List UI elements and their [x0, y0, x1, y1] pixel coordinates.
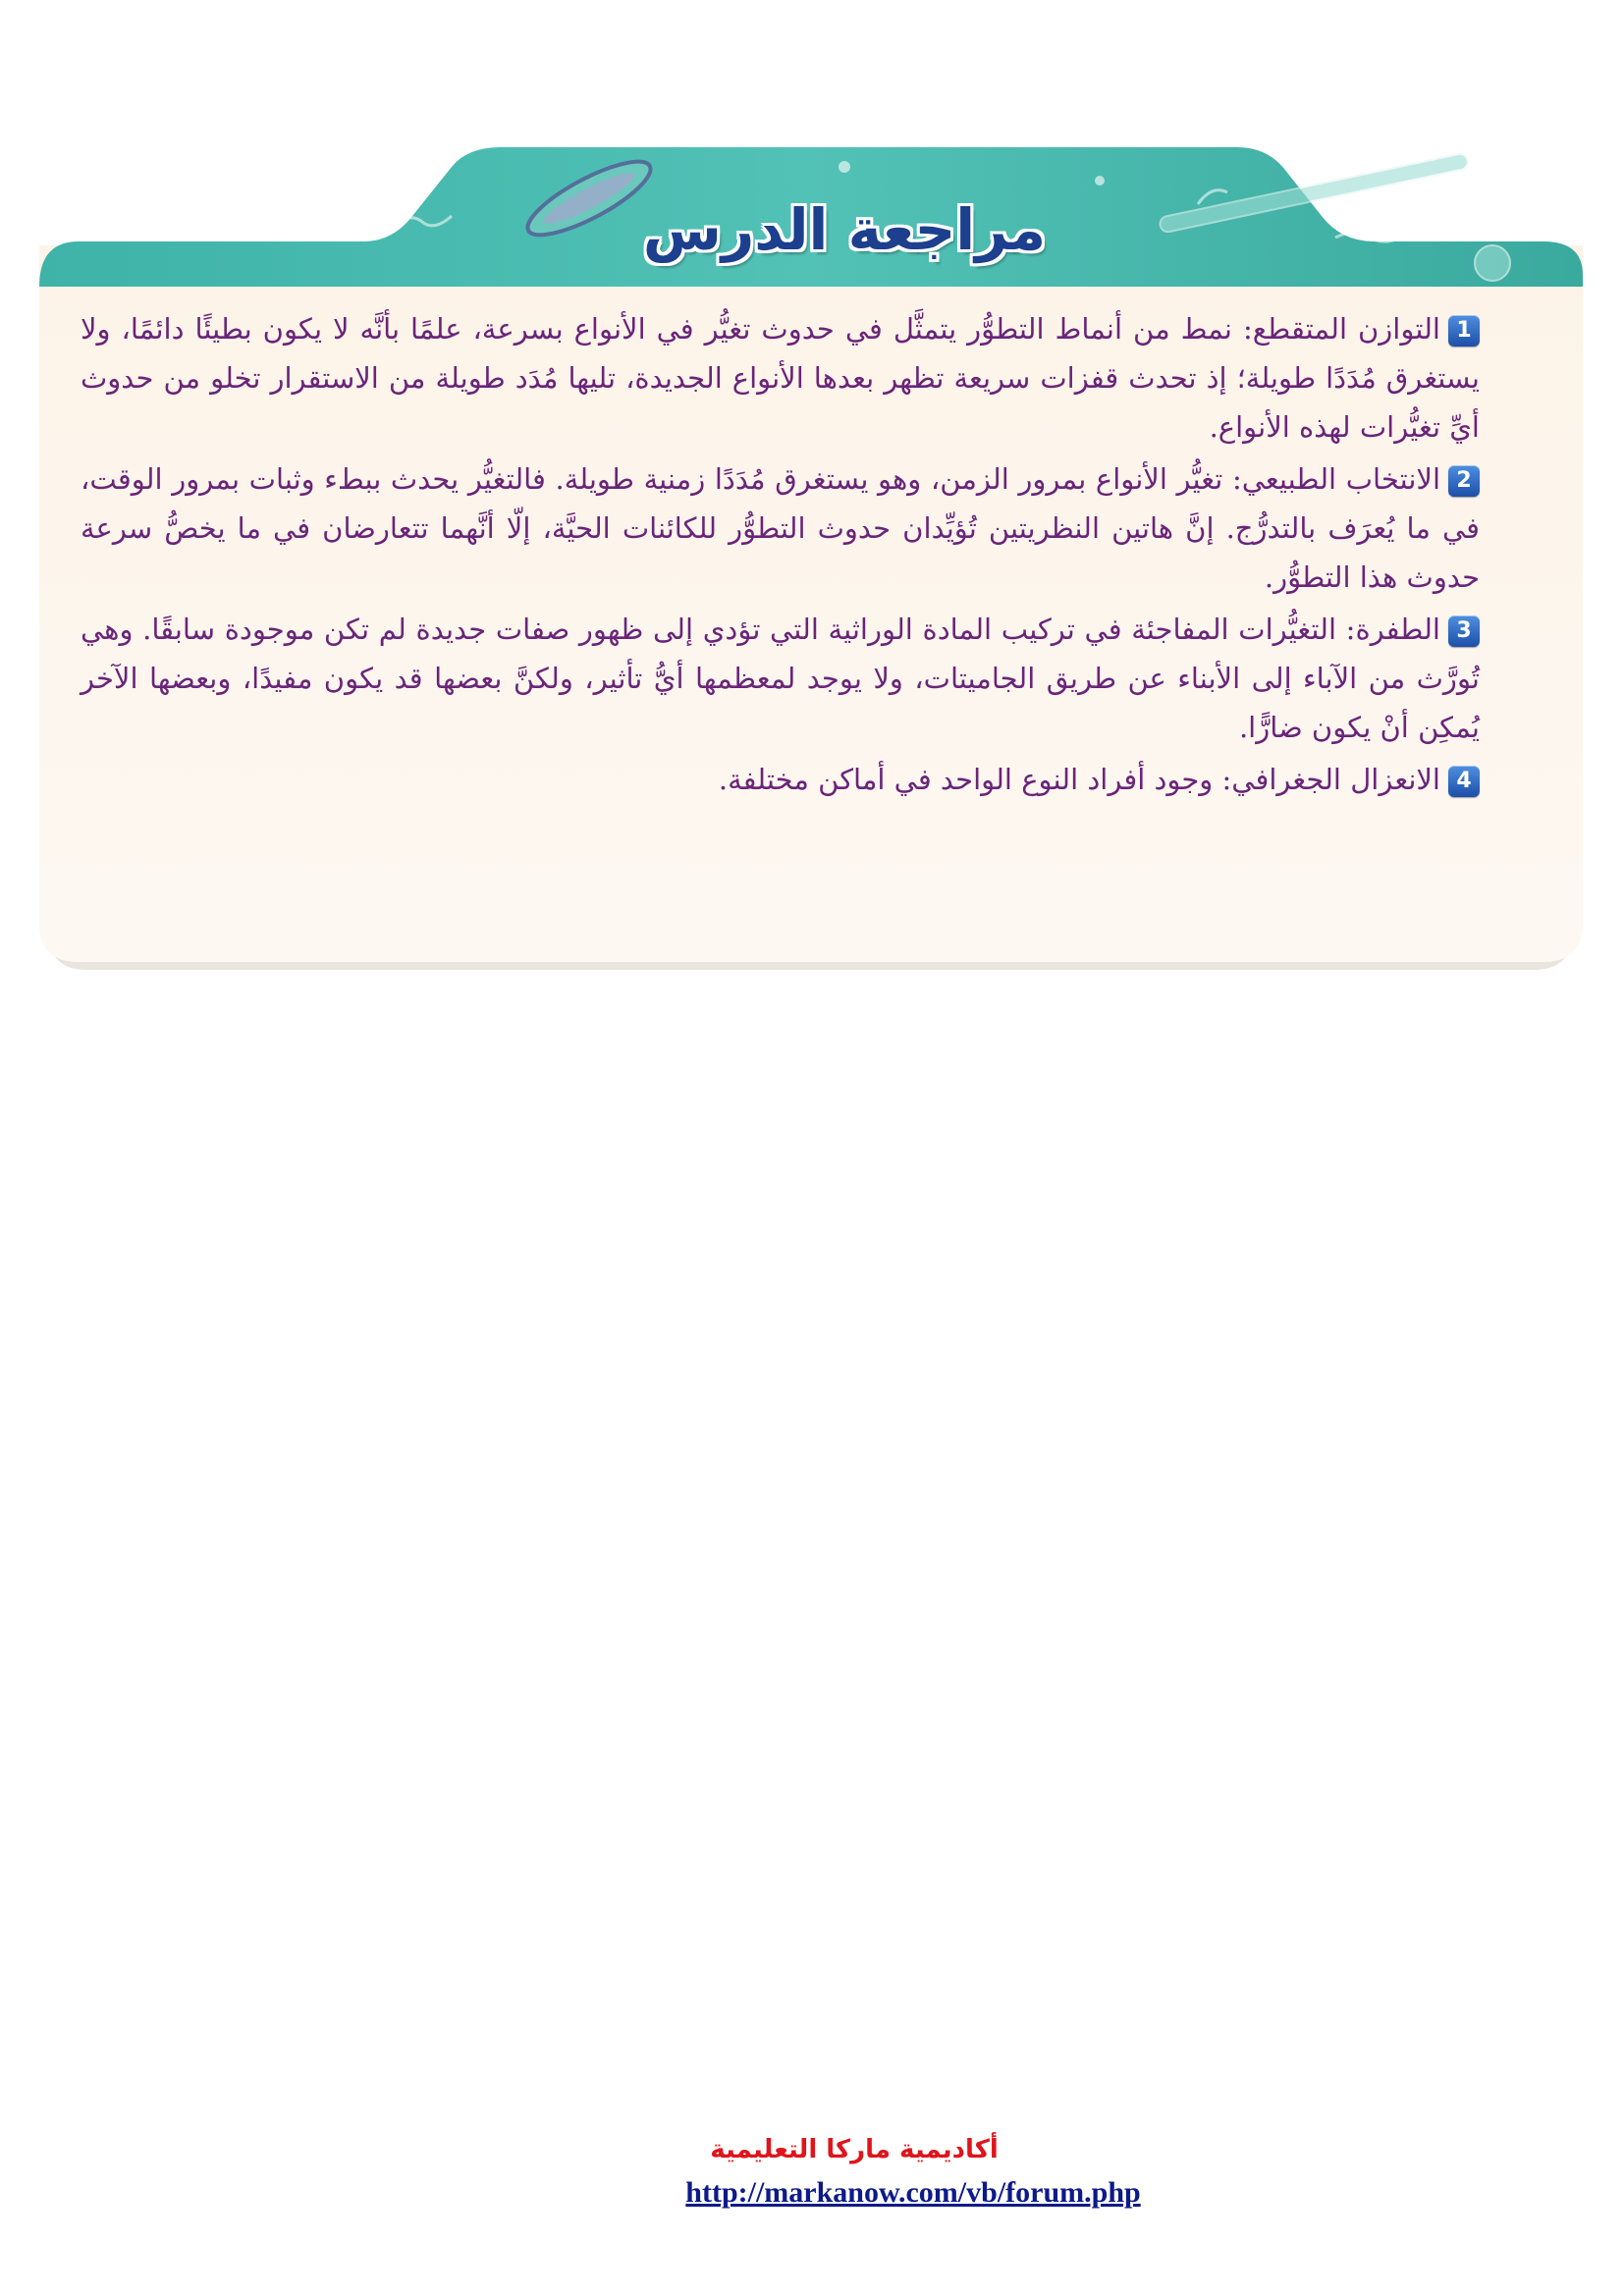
academy-name: أكاديمية ماركا التعليمية [710, 2135, 999, 2164]
review-items-list [81, 304, 1480, 807]
review-item-1 [81, 304, 1480, 452]
item-number-badge: 4 [1448, 766, 1480, 797]
item-number-badge: 2 [1448, 465, 1480, 497]
item-text: التوازن المتقطع: نمط من أنماط التطوُّر يتمثَّل في حدوث تغيُّر في الأنواع بسرعة، علمًا بأنَّه لا يكون بطيئًا دائمًا، ولا يستغرق مُدَدًا طويلة؛ إذ تحدث قفزات سريعة تظهر بعدها الأنواع الجديدة، تليها مُدَد طويلة من الاستقرار تخلو من حدوث أيِّ تغيُّرات لهذه الأنواع. [81, 312, 1480, 444]
item-text: الانعزال الجغرافي: وجود أفراد النوع الواحد في أماكن مختلفة. [718, 763, 1440, 796]
forum-link[interactable]: http://markanow.com/vb/forum.php [685, 2176, 1141, 2209]
review-item-4 [81, 755, 1480, 804]
item-text: الانتخاب الطبيعي: تغيُّر الأنواع بمرور الزمن، وهو يستغرق مُدَدًا زمنية طويلة. فالتغيُّر يحدث ببطء وثبات بمرور الوقت، في ما يُعرَف بالتدرُّج. إنَّ هاتين النظريتين تُؤيِّدان حدوث التطوُّر للكائنات الحيَّة، إلّا أنَّهما تتعارضان في ما يخصُّ سرعة حدوث هذا التطوُّر. [81, 462, 1480, 594]
page-footer [550, 2130, 1159, 2211]
review-title: مراجعة الدرس [642, 196, 1047, 263]
item-number-badge: 3 [1448, 615, 1480, 647]
review-item-3 [81, 605, 1480, 752]
item-number-badge: 1 [1448, 315, 1480, 347]
lesson-review-card [39, 147, 1583, 972]
review-item-2 [81, 454, 1480, 602]
item-text: الطفرة: التغيُّرات المفاجئة في تركيب المادة الوراثية التي تؤدي إلى ظهور صفات جديدة لم تكن موجودة سابقًا. وهي تُورَّث من الآباء إلى الأبناء عن طريق الجاميتات، ولا يوجد لمعظمها أيُّ تأثير، ولكنَّ بعضها قد يكون مفيدًا، وبعضها الآخر يُمكِن أنْ يكون ضارًّا. [81, 613, 1480, 744]
